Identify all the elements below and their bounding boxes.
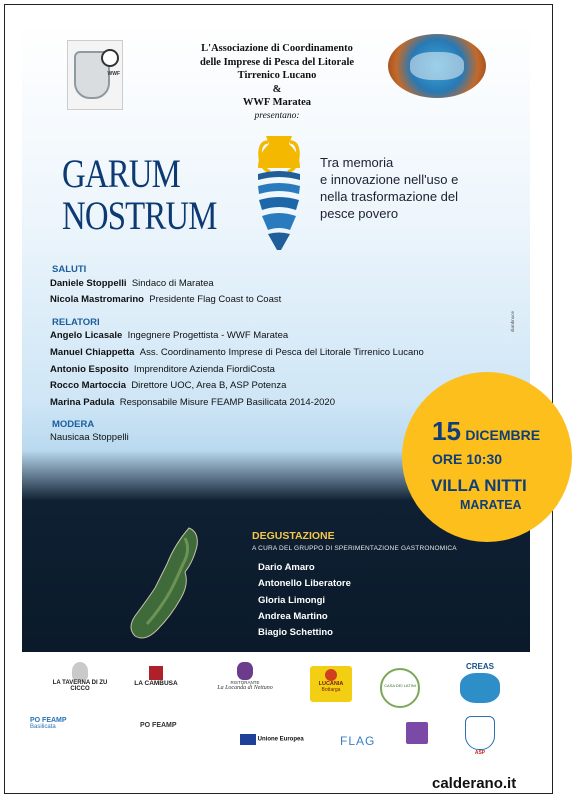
asp-logo [460,716,500,756]
subtitle-line: pesce povero [320,206,399,221]
chef-name: Gloria Limongi [258,595,326,606]
lucania-label-1: LUCANIA [318,681,344,687]
saluti-row [50,278,214,289]
relatori-row [50,380,286,391]
cambusa-label: LA CAMBUSA [134,680,178,687]
design-credit: dumbnuce [510,310,515,332]
org-ampersand: & [272,83,282,95]
saluti-row [50,294,281,305]
chef-name: Biagio Schettino [258,627,333,638]
subtitle-line: nella trasformazione del [320,189,459,204]
speaker-name: Antonio Esposito [50,364,129,375]
po-feamp-italia-label: PO FEAMP [140,722,177,729]
speaker-name: Nicola Mastromarino [50,294,144,305]
locanda-label-1: RISTORANTE [230,680,260,685]
relatori-row [50,397,335,408]
cambusa-logo [126,666,186,687]
taverna-logo [50,662,110,692]
speaker-role: Sindaco di Maratea [131,278,214,289]
speaker-role: Direttore UOC, Area B, ASP Potenza [131,380,287,391]
region-logo [402,722,432,744]
flag-label: FLAG [340,734,376,748]
speaker-role: Ingegnere Progettista - WWF Maratea [127,330,289,341]
casa-latini-logo [380,668,420,708]
speaker-role: Ass. Coordinamento Imprese di Pesca del Litorale Tirrenico Lucano [139,347,424,358]
flag-logo [340,734,390,748]
moderator-name: Nausicaa Stoppelli [50,432,129,443]
subtitle-line: Tra memoria [320,155,394,170]
event-poster [22,22,541,652]
degustazione-heading: DEGUSTAZIONE [252,530,335,542]
po-feamp-italia-logo [140,722,190,729]
relatori-heading: RELATORI [52,317,100,328]
creas-logo [452,662,508,708]
basilicata-label: Basilicata [30,724,56,730]
wwf-panda-icon [101,49,119,67]
chef-name: Dario Amaro [258,562,315,573]
po-feamp-label: PO FEAMP [30,717,67,724]
speaker-name: Angelo Licasale [50,330,123,341]
speaker-role: Responsabile Misure FEAMP Basilicata 2014-2020 [119,397,335,408]
presentano-text: presentano: [254,110,300,121]
speaker-role: Presidente Flag Coast to Coast [149,294,282,305]
fishing-logo [388,34,486,98]
event-day: 15 [432,416,461,446]
speaker-role: Imprenditore Azienda FiordiCosta [133,364,275,375]
wwf-logo-label: WWF [107,71,120,77]
degustazione-subheading: A CURA DEL GRUPPO DI SPERIMENTAZIONE GASTRONOMICA [252,545,457,552]
speaker-name: Manuel Chiappetta [50,347,135,358]
site-watermark: calderano.it [432,775,517,792]
title-line-2: NOSTRUM [62,193,217,238]
amphora-icon [254,134,304,252]
association-logo [67,40,123,110]
org-line-3: Tirrenico Lucano [237,70,317,81]
taverna-label: LA TAVERNA DI ZU CICCO [52,680,108,692]
org-line-4: WWF Maratea [242,97,312,108]
organizers-text [162,42,392,123]
modera-heading: MODERA [52,419,95,430]
event-venue: VILLA NITTI [431,476,527,495]
org-line-2: delle Imprese di Pesca del Litorale [199,56,355,68]
event-date [432,416,540,447]
chef-name: Antonello Liberatore [258,578,351,589]
po-feamp-basilicata-logo [30,717,80,730]
chef-name: Andrea Martino [258,611,328,622]
speaker-name: Rocco Martoccia [50,380,127,391]
speaker-name: Marina Padula [50,397,115,408]
creas-label: CREAS [465,662,494,671]
org-line-1: L'Associazione di Coordinamento [201,43,353,54]
saluti-heading: SALUTI [52,264,87,275]
eu-label: Unione Europea [257,736,304,743]
lucania-label-2: Bottarga [321,687,341,693]
poster-title [62,153,217,237]
event-time: ORE 10:30 [432,451,503,467]
date-badge [402,372,572,542]
title-line-1: GARUM [62,151,181,196]
eu-logo [240,734,310,745]
relatori-row [50,347,424,358]
subtitle [320,154,510,222]
casa-latini-label: CASA DEI LATINI [384,683,416,688]
subtitle-line: e innovazione nell'uso e [320,172,459,187]
locanda-logo [200,662,290,691]
locanda-label-2: La Locanda di Nettuno [217,685,273,691]
fish-icon [410,52,464,80]
island-image [127,524,222,646]
relatori-row [50,364,275,375]
sponsor-logos [22,662,530,762]
asp-label: ASP [474,750,486,756]
relatori-row [50,330,288,341]
speaker-name: Daniele Stoppelli [50,278,127,289]
event-month: DICEMBRE [465,427,541,443]
event-city: MARATEA [460,498,522,512]
lucania-logo [310,666,352,702]
